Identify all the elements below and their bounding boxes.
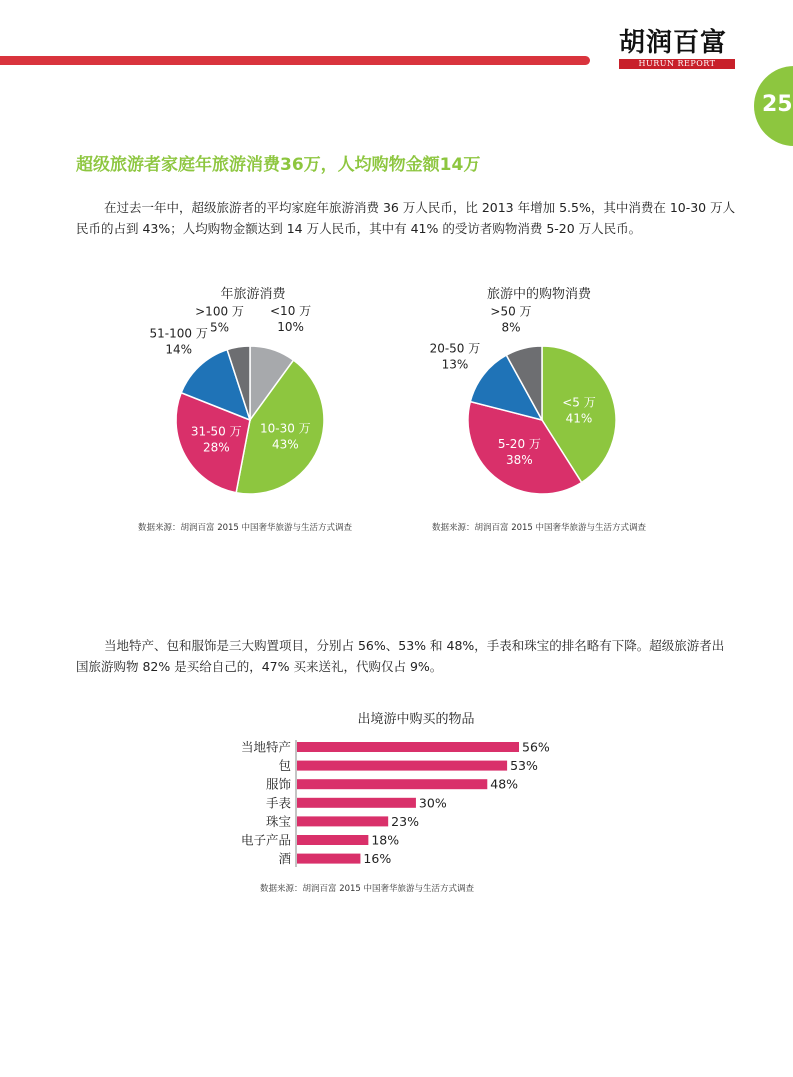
logo-english-text: HURUN REPORT: [619, 59, 735, 69]
pie1-pct-0: 10%: [277, 320, 304, 335]
pie-chart-shopping-spending: [420, 280, 670, 520]
hurun-logo: [619, 28, 735, 68]
bar-3: [297, 798, 416, 808]
bar-4: [297, 816, 388, 826]
pie1-label-4: >100 万: [195, 304, 244, 319]
pie2-pct-0: 41%: [565, 411, 593, 426]
logo-chinese-text: 胡润百富: [619, 28, 728, 58]
bar-category-3: 手表: [265, 795, 291, 811]
pie1-source: 数据来源：胡润百富 2015 中国奢华旅游与生活方式调查: [138, 523, 353, 533]
bar-value-6: 16%: [363, 851, 392, 867]
pie2-pct-3: 8%: [501, 320, 521, 335]
pie1-pct-4: 5%: [210, 320, 230, 335]
pie1-label-1: 10-30 万: [259, 421, 311, 436]
bar-2: [297, 779, 487, 789]
bar-value-3: 30%: [418, 795, 447, 811]
pie1-pct-1: 43%: [271, 437, 299, 452]
pie1-label-0: <10 万: [270, 304, 312, 319]
pie-chart-annual-travel-spending: [130, 280, 380, 520]
pie2-pct-2: 13%: [441, 357, 469, 372]
bar-value-0: 56%: [522, 739, 550, 755]
pie2-source: 数据来源：胡润百富 2015 中国奢华旅游与生活方式调查: [432, 523, 647, 533]
pie2-label-2: 20-50 万: [429, 341, 481, 356]
bar-value-1: 53%: [510, 758, 538, 774]
pie2-pct-1: 38%: [506, 453, 533, 468]
bar-0: [297, 742, 519, 752]
pie1-pct-2: 28%: [202, 440, 230, 455]
bar-5: [297, 835, 368, 845]
bar-value-2: 48%: [490, 776, 519, 792]
bar-category-1: 包: [278, 758, 291, 774]
bar-chart-title: 出境游中购买的物品: [357, 712, 475, 727]
bar-category-0: 当地特产: [240, 739, 291, 755]
pie1-pct-3: 14%: [165, 342, 193, 357]
page-number: 25: [762, 92, 793, 117]
bar-value-5: 18%: [371, 832, 400, 848]
bar-chart-purchased-items: [220, 705, 600, 875]
bar-category-6: 酒: [278, 851, 291, 867]
bar-category-2: 服饰: [265, 776, 291, 792]
bar-category-4: 珠宝: [265, 813, 291, 829]
paragraph-shopping: 当地特产、包和服饰是三大购置项目，分别占 56%、53% 和 48%，手表和珠宝的排名略有下降。超级旅游者出国旅游购物 82% 是买给自己的，47% 买来送礼，代购仅占 9%。: [76, 638, 725, 674]
pie1-title: 年旅游消费: [220, 287, 286, 302]
bar-value-4: 23%: [391, 813, 419, 829]
bar-1: [297, 761, 507, 771]
pie1-label-3: 51-100 万: [149, 326, 208, 341]
bar-6: [297, 854, 360, 864]
pie1-label-2: 31-50 万: [190, 424, 242, 439]
paragraph-spending: 在过去一年中，超级旅游者的平均家庭年旅游消费 36 万人民币，比 2013 年增加 5.5%，其中消费在 10-30 万人民币的占到 43%；人均购物金额达到 14 万人民币，其中有 41% 的受访者购物消费 5-20 万人民币。: [76, 200, 736, 236]
bar-chart-source: 数据来源：胡润百富 2015 中国奢华旅游与生活方式调查: [260, 884, 475, 894]
section-headline: 超级旅游者家庭年旅游消费36万，人均购物金额14万: [76, 155, 481, 175]
pie2-label-3: >50 万: [490, 304, 532, 319]
bar-category-5: 电子产品: [240, 832, 291, 848]
pie2-label-0: <5 万: [562, 395, 596, 410]
pie2-title: 旅游中的购物消费: [486, 287, 592, 302]
header-red-bar: [0, 56, 590, 65]
pie2-label-1: 5-20 万: [497, 437, 541, 452]
